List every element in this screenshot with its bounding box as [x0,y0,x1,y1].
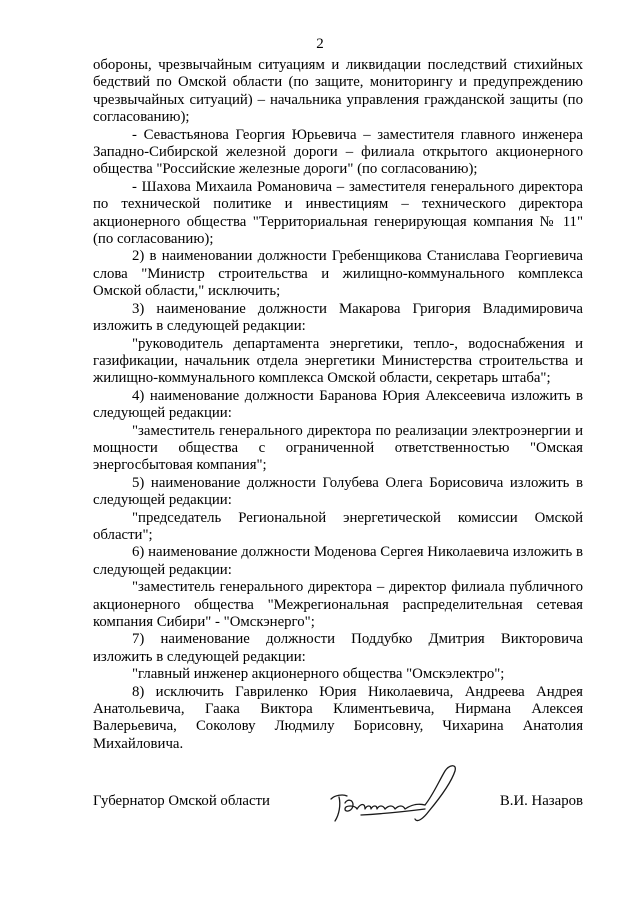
paragraph: "председатель Региональной энергетической комиссии Омской области"; [93,509,583,543]
paragraph: обороны, чрезвычайным ситуациям и ликвидации последствий стихийных бедствий по Омской области (по защите, мониторингу и предупреждению чрезвычайных ситуаций) – начальника управления гражданской защиты (по согласованию); [93,57,583,126]
paragraph: "заместитель генерального директора по реализации электроэнергии и мощности общества с ограниченной ответственностью "Омская энергосбытовая компания"; [93,422,583,474]
signatory-position: Губернатор Омской области [93,793,270,809]
paragraph: - Севастьянова Георгия Юрьевича – заместителя главного инженера Западно-Сибирской железной дороги – филиала открытого акционерного общества "Российские железные дороги" (по согласованию); [93,126,583,178]
signature-block [93,783,583,833]
signatory-name: В.И. Назаров [499,793,583,809]
paragraph: 3) наименование должности Макарова Григория Владимировича изложить в следующей редакции: [93,300,583,335]
paragraph: 8) исключить Гавриленко Юрия Николаевича, Андреева Андрея Анатольевича, Гаака Виктора Климентьевича, Нирмана Алексея Валерьевича, Соколову Людмилу Борисовну, Чихарина Анатолия Михайловича. [93,683,583,752]
paragraph: 4) наименование должности Баранова Юрия Алексеевича изложить в следующей редакции: [93,387,583,422]
paragraph: 2) в наименовании должности Гребенщикова Станислава Георгиевича слова "Министр строительства и жилищно-коммунального комплекса Омской области," исключить; [93,248,583,300]
paragraph: "главный инженер акционерного общества "Омскэлектро"; [132,666,505,683]
paragraph: 7) наименование должности Поддубко Дмитрия Викторовича изложить в следующей редакции: [93,631,583,665]
paragraph: 6) наименование должности Моденова Сергея Николаевича изложить в следующей редакции: [93,544,583,578]
document-body [93,57,583,753]
handwritten-signature [321,759,471,831]
paragraph: 5) наименование должности Голубева Олега Борисовича изложить в следующей редакции: [93,474,583,509]
page-number: 2 [316,36,324,52]
paragraph: "заместитель генерального директора – директор филиала публичного акционерного общества "Межрегиональная распределительная сетевая компания Сибири" - "Омскэнерго"; [93,579,583,630]
paragraph: - Шахова Михаила Романовича – заместителя генерального директора по технической политике и инвестициям – технического директора акционерного общества "Территориальная генерирующая компания № 11" (по согласованию); [93,178,583,248]
paragraph: "руководитель департамента энергетики, тепло-, водоснабжения и газификации, начальник отдела энергетики Министерства строительства и жилищно-коммунального комплекса Омской области, секретарь штаба"; [93,335,583,387]
